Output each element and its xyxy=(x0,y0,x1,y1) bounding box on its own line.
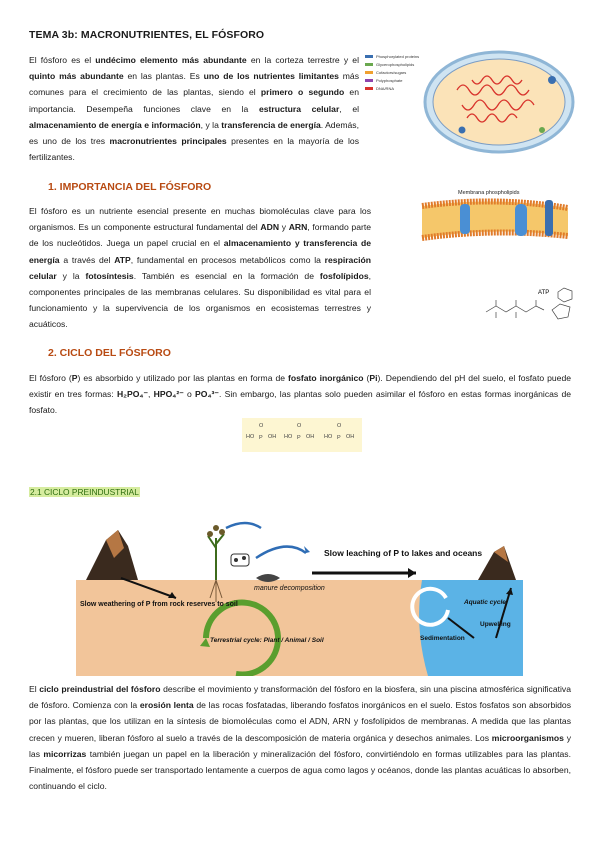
text-run: y xyxy=(279,222,289,233)
text-run: almacenamiento de energía e información xyxy=(29,119,201,130)
text-run: HPO₄²⁻ xyxy=(153,389,184,400)
text-run: macronutrientes principales xyxy=(109,136,227,147)
text-run: almacenamiento y transferencia de energía xyxy=(29,238,372,265)
text-run: de las rocas fosfatadas, liberando fosfatos inorgánicos en el suelo. Estos fosfatos son absorbidos por las plantas, que los utilizan en la síntesis de biomoléculas como el ADN, ARN y fosfolípidos de membranas. A medida que las plantas crecen y mueren, liberan fósforo al suelo a través de la descomposición de materia orgánica y desechos animales. Los xyxy=(29,700,572,743)
svg-text:HO: HO xyxy=(324,434,333,440)
text-run: en las plantas. Es xyxy=(123,71,204,82)
text-run: describe el movimiento y transformación del fósforo en la biosfera, sin una piscina atmosférica significativa de fósforo. Comienza con la xyxy=(29,684,572,711)
text-run: micorrizas xyxy=(43,748,87,759)
svg-text:HO: HO xyxy=(246,434,255,440)
text-run: PO₄³⁻ xyxy=(195,389,219,400)
aquatic-label: Aquatic cycle xyxy=(464,599,506,606)
preindustrial-cycle-diagram xyxy=(76,518,523,676)
svg-text:O: O xyxy=(259,423,264,429)
svg-text:OH: OH xyxy=(346,434,355,440)
text-run: erosión lenta xyxy=(139,700,194,711)
text-run: El xyxy=(29,684,40,694)
text-run: , fundamental en procesos metabólicos como la xyxy=(130,254,325,265)
text-run: El fósforo ( xyxy=(29,373,72,383)
text-run: ARN xyxy=(288,222,308,233)
text-run: quinto más abundante xyxy=(29,71,124,82)
text-run: H₂PO₄⁻ xyxy=(116,389,149,400)
text-run: primero o segundo xyxy=(260,87,345,98)
text-run: , y la xyxy=(200,119,222,130)
intro-paragraph xyxy=(29,52,359,165)
text-run: ). Dependiendo del pH del suelo, el fosfato puede existir en tres formas: xyxy=(29,373,571,400)
subsection-heading: 2.1 CICLO PREINDUSTRIAL xyxy=(30,487,139,497)
svg-text:OH: OH xyxy=(306,434,315,440)
text-run: en la corteza terrestre y el xyxy=(246,55,359,65)
section-heading-ciclo: 2. CICLO DEL FÓSFORO xyxy=(48,347,171,359)
atp-molecule-diagram xyxy=(480,282,580,332)
text-run: , componentes principales de las membranas celulares. Su disponibilidad es vital para el funcionamiento y la supervivencia de los organismos en ecosistemas terrestres y acuáticos. xyxy=(29,270,371,330)
text-run: . Además, es uno de los tres xyxy=(29,119,359,147)
text-run: o xyxy=(183,389,196,400)
text-run: y la xyxy=(56,270,86,281)
membrane-label: Membrana phospholipids xyxy=(458,190,520,196)
text-run: ( xyxy=(363,373,370,383)
terrestrial-label: Terrestrial cycle: Plant / Animal / Soil xyxy=(210,637,324,644)
text-run: respiración celular xyxy=(29,254,372,281)
legend-item: Cofactors/sugars xyxy=(376,70,407,75)
text-run: estructura celular xyxy=(258,103,340,114)
membrane-phospholipid-diagram xyxy=(420,186,570,256)
text-run: Pi xyxy=(369,373,378,383)
svg-text:OH: OH xyxy=(268,434,277,440)
text-run: , formando parte de los nucleótidos. Juega un papel crucial en el xyxy=(29,222,372,249)
text-run: fosfolípidos xyxy=(319,270,369,281)
text-run: . Sin embargo, las plantas solo pueden asimilar el fósforo en estas formas inorgánicas de fosfato. xyxy=(29,389,572,416)
phosphate-forms-diagram xyxy=(242,418,362,452)
atp-label: ATP xyxy=(538,290,550,296)
text-run: en importancia. Desempeña funciones clave en la xyxy=(29,87,359,114)
text-run: ATP xyxy=(114,254,131,265)
legend-item: Glycerophospholipids xyxy=(376,62,415,67)
text-run: también juegan un papel en la liberación y mineralización del fósforo, convirtiéndolo en formas utilizables para las plantas. Finalmente, el fósforo puede ser transportado lentamente a cuerpos de agua como lagos y océanos, donde las plantas acuáticas lo absorben, continuando el ciclo. xyxy=(29,748,571,792)
upwelling-label: Upwelling xyxy=(480,621,511,628)
text-run: fosfato inorgánico xyxy=(288,373,364,383)
section-heading-importancia: 1. IMPORTANCIA DEL FÓSFORO xyxy=(48,181,212,193)
preindustrial-paragraph xyxy=(29,681,571,794)
text-run: . También es esencial en la formación de xyxy=(133,270,320,281)
svg-text:P: P xyxy=(337,435,341,441)
page-title: TEMA 3b: MACRONUTRIENTES, EL FÓSFORO xyxy=(29,29,265,41)
text-run: El fósforo es un nutriente esencial presente en muchas biomoléculas clave para los organismos. Es un componente estructural fundamental del xyxy=(29,206,371,233)
text-run: y las xyxy=(29,732,572,759)
text-run: transferencia de energía xyxy=(221,119,321,130)
text-run: , el xyxy=(339,103,360,114)
legend-item: Phosphorylated proteins xyxy=(376,54,420,59)
svg-text:P: P xyxy=(297,435,301,441)
text-run: microorganismos xyxy=(491,732,564,743)
text-run: ciclo preindustrial del fósforo xyxy=(39,684,161,694)
svg-text:O: O xyxy=(297,423,302,429)
text-run: a través del xyxy=(59,254,115,265)
text-run: El fósforo es el xyxy=(29,55,96,65)
text-run: undécimo elemento más abundante xyxy=(95,55,247,65)
text-run: fotosíntesis xyxy=(85,270,134,281)
text-run: ) es absorbido y utilizado por las plantas en forma de xyxy=(77,373,288,383)
ciclo-paragraph xyxy=(29,370,571,419)
legend-item: DNA/RNA xyxy=(376,86,395,91)
text-run: presentes en la mayoría de los fertilizantes. xyxy=(29,136,359,163)
cell-phosphorus-diagram xyxy=(362,50,577,160)
leaching-label: Slow leaching of P to lakes and oceans xyxy=(324,548,483,558)
svg-text:HO: HO xyxy=(284,434,293,440)
text-run: más comunes para el crecimiento de las plantas, siendo el xyxy=(29,71,360,98)
sedimentation-label: Sedimentation xyxy=(420,635,465,642)
weathering-label: Slow weathering of P from rock reserves to soil xyxy=(80,601,238,608)
manure-label: manure decomposition xyxy=(254,585,325,592)
text-run: ADN xyxy=(260,222,280,233)
text-run: P xyxy=(71,373,78,383)
svg-text:P: P xyxy=(259,435,263,441)
text-run: uno de los nutrientes limitantes xyxy=(203,71,339,82)
importancia-paragraph xyxy=(29,203,371,333)
legend-item: Polyphosphate xyxy=(376,78,403,83)
text-run: , xyxy=(148,389,154,400)
svg-text:O: O xyxy=(337,423,342,429)
